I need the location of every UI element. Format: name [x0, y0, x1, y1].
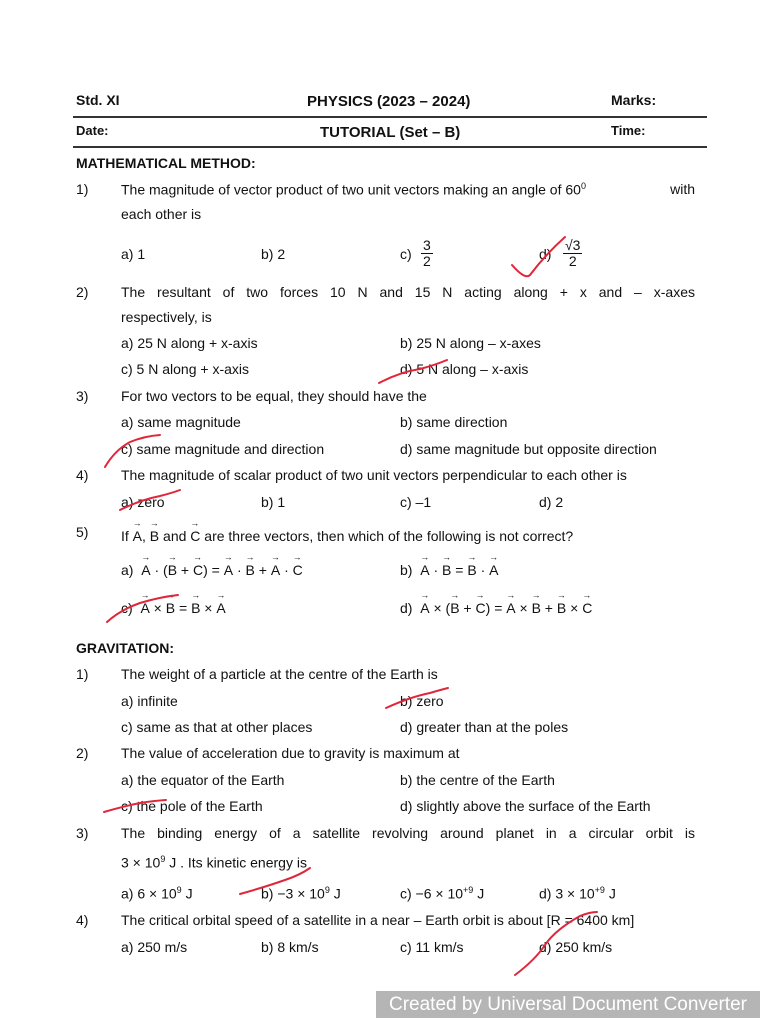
question-text-cont: respectively, is — [121, 309, 212, 325]
question-text: The critical orbital speed of a satellite in a near – Earth orbit is about [R = 6400 km] — [121, 912, 635, 928]
question-number: 3) — [76, 388, 89, 404]
option-a: a) 250 m/s — [121, 939, 188, 955]
question-number: 2) — [76, 745, 89, 761]
option-a: a) same magnitude — [121, 414, 241, 430]
section-title: MATHEMATICAL METHOD: — [76, 155, 256, 171]
question-text: If → A, → B and → C are three vectors, then which of the following is not correct? — [121, 524, 573, 544]
question-text-cont: $3 \times 10^9$ J . Its kinetic energy is — [121, 854, 307, 871]
option-c: c) → A × → B = → B × → A — [121, 596, 226, 616]
question-number: 5) — [76, 524, 89, 540]
option-b: b) zero — [400, 693, 444, 709]
option-d: d) slightly above the surface of the Earth — [400, 798, 651, 814]
option-b: b) 1 — [261, 494, 286, 510]
option-a: a) $6 \times 10^9$ J — [121, 885, 193, 902]
option-a: a) 25 N along + x-axis — [121, 335, 258, 351]
question-number: 4) — [76, 912, 89, 928]
option-d-fraction: $\frac{√3}{2}$ — [565, 237, 581, 269]
option-a: a) zero — [121, 494, 165, 510]
question-text: The magnitude of vector product of two unit vectors making an angle of $60^0$ with — [121, 181, 695, 198]
question-text: The resultant of two forces 10 N and 15 N acting along + x and – x-axes — [121, 284, 695, 300]
question-text: The magnitude of scalar product of two unit vectors perpendicular to each other is — [121, 467, 627, 483]
option-c: c) –1 — [400, 494, 432, 510]
question-number: 3) — [76, 825, 89, 841]
header-rule-top — [73, 116, 707, 118]
option-c: c) 5 N along + x-axis — [121, 361, 249, 377]
question-number: 2) — [76, 284, 89, 300]
std-label: Std. XI — [76, 92, 120, 108]
header-rule-bottom — [73, 146, 707, 148]
option-a: a) the equator of the Earth — [121, 772, 285, 788]
question-text-cont: each other is — [121, 206, 202, 222]
question-text: For two vectors to be equal, they should have the — [121, 388, 427, 404]
option-a: a) → A · (→ B + → C) = → A · → B + → A · → C — [121, 558, 303, 578]
marks-label: Marks: — [611, 92, 657, 108]
option-d: d) greater than at the poles — [400, 719, 569, 735]
subject-title: PHYSICS (2023 – 2024) — [307, 93, 471, 110]
option-d: d) $3 \times 10^{+9}$ J — [539, 885, 616, 902]
option-b: b) 2 — [261, 246, 286, 262]
converter-watermark: Created by Universal Document Converter — [376, 991, 760, 1018]
question-text: The weight of a particle at the centre of the Earth is — [121, 666, 438, 682]
option-d: d) → A × (→ B + → C) = → A × → B + → B × → C — [400, 596, 592, 616]
option-c: c) 11 km/s — [400, 939, 464, 955]
option-d: d) 2 — [539, 494, 564, 510]
option-c-fraction: $\frac{3}{2}$ — [423, 237, 431, 269]
option-c: c) — [400, 246, 412, 262]
section-title: GRAVITATION: — [76, 640, 174, 656]
option-b: b) 8 km/s — [261, 939, 319, 955]
option-d: d) 250 km/s — [539, 939, 613, 955]
option-c: c) same magnitude and direction — [121, 441, 325, 457]
option-b: b) the centre of the Earth — [400, 772, 555, 788]
question-number: 1) — [76, 666, 89, 682]
option-c: c) the pole of the Earth — [121, 798, 263, 814]
question-text: The value of acceleration due to gravity is maximum at — [121, 745, 460, 761]
option-b: $b) -3 \times 10^9$ J — [261, 885, 341, 902]
option-c: $c) -6 \times 10^{+9}$ J — [400, 885, 485, 902]
set-title: TUTORIAL (Set – B) — [320, 124, 461, 141]
question-number: 1) — [76, 181, 89, 197]
question-number: 4) — [76, 467, 89, 483]
option-b: b) same direction — [400, 414, 508, 430]
option-b: b) → A · → B = → B · → A — [400, 558, 498, 578]
option-a: a) infinite — [121, 693, 178, 709]
date-label: Date: — [76, 123, 109, 138]
option-b: b) 25 N along – x-axes — [400, 335, 541, 351]
option-a: a) 1 — [121, 246, 146, 262]
question-text: The binding energy of a satellite revolving around planet in a circular orbit is — [121, 825, 695, 841]
option-d: d) 5 N along – x-axis — [400, 361, 529, 377]
option-c: c) same as that at other places — [121, 719, 313, 735]
option-d: d) — [539, 246, 552, 262]
time-label: Time: — [611, 123, 646, 138]
option-d: d) same magnitude but opposite direction — [400, 441, 657, 457]
